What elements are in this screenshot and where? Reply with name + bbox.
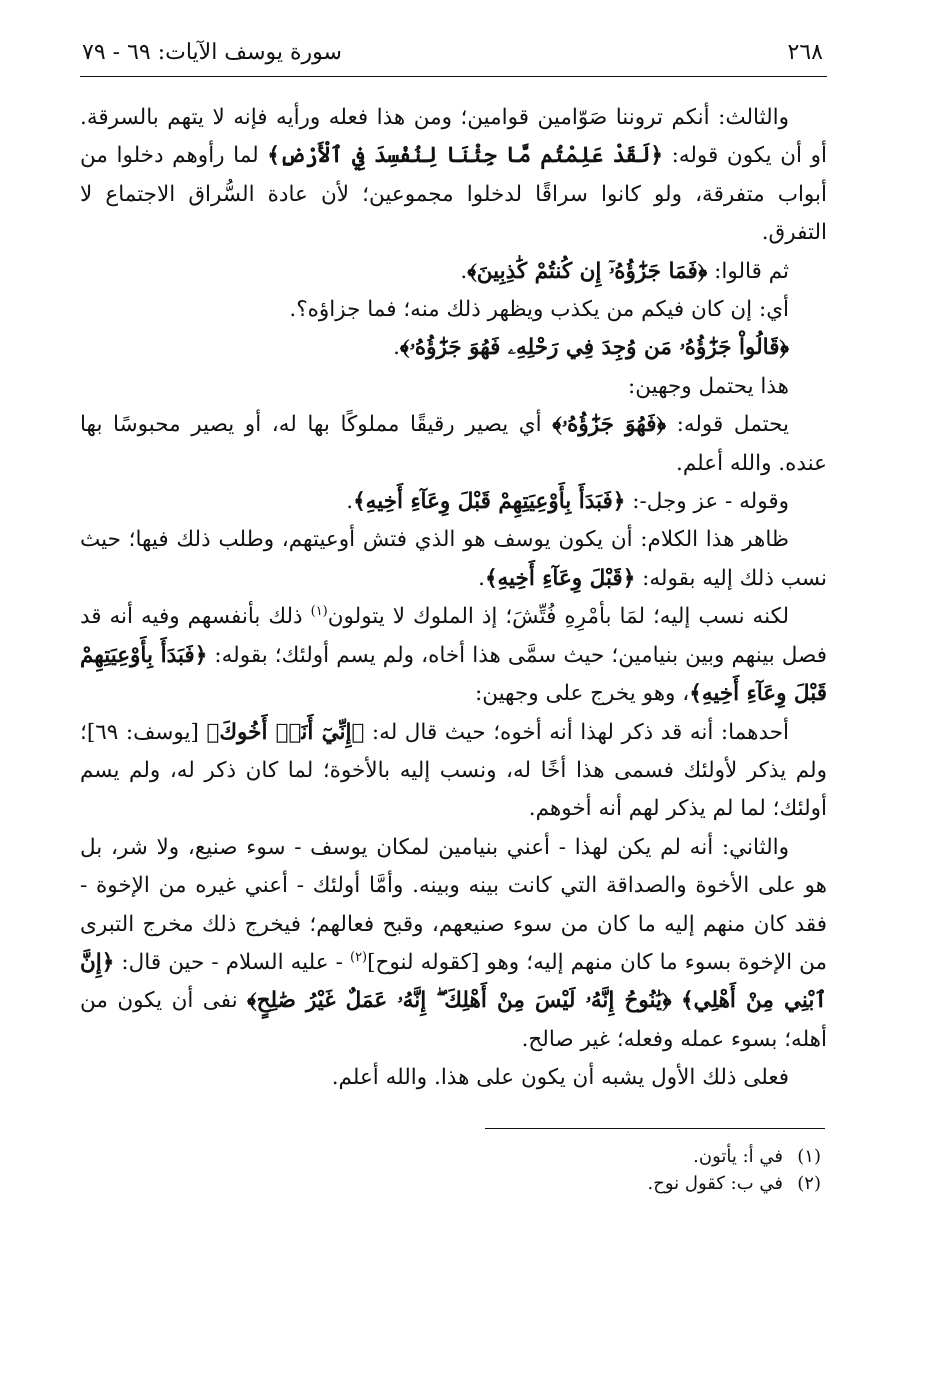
quran-quote: ﴿قَالُواْ جَزَٰٓؤُهُۥ مَن وُجِدَ فِي رَحْلِهِۦ فَهُوَ جَزَٰٓؤُهُۥ﴾ <box>399 335 789 361</box>
quran-quote: ﴿يَٰنُوحُ إِنَّهُۥ لَيْسَ مِنْ أَهْلِكَ ۖ إِنَّهُۥ عَمَلٌ غَيْرُ صَٰلِحٍ﴾ <box>247 988 672 1014</box>
quran-quote: ﴿فَبَدَأَ بِأَوْعِيَتِهِمْ قَبْلَ وِعَآءِ أَخِيهِ﴾ <box>353 489 626 515</box>
paragraph <box>80 521 827 598</box>
paragraph <box>80 253 827 291</box>
text-run <box>671 988 680 1013</box>
footnote-number: (٢) <box>797 1172 821 1194</box>
text-run: . <box>460 258 468 284</box>
quran-quote: ﴿قَبْلَ وِعَآءِ أَخِيهِ﴾ <box>484 565 636 591</box>
page-number: ٢٦٨ <box>787 40 823 65</box>
text-run: ذلك بأنفسهم وفيه أنه قد فصل بينهم وبين بنيامين؛ حيث سمَّى هذا أخاه، ولم يسم أولئك؛ بقوله: <box>80 604 827 668</box>
text-run: - عليه السلام - حين قال: <box>114 949 350 975</box>
paragraph <box>80 329 827 367</box>
text-run: أي يصير رقيقًا مملوكًا بها له، أو يصير محبوسًا بها عنده. والله أعلم. <box>80 412 827 476</box>
footnote <box>80 1143 821 1170</box>
text-run: وقوله - عز وجل-: <box>625 489 789 515</box>
book-page <box>80 38 827 1197</box>
running-title: سورة يوسف الآيات: ٦٩ - ٧٩ <box>82 40 342 65</box>
text-run: . <box>478 565 485 591</box>
text-run: يحتمل قوله: <box>666 412 789 438</box>
main-text <box>80 99 827 1098</box>
paragraph <box>80 406 827 483</box>
footnote-text: في ب: كقول نوح. <box>647 1172 783 1194</box>
text-run: ثم قالوا: <box>707 258 789 284</box>
footnote-ref: (١) <box>310 604 328 620</box>
quran-quote: ﴿فَمَا جَزَٰٓؤُهُۥٓ إِن كُنتُمْ كَٰذِبِينَ﴾ <box>467 258 708 284</box>
quran-quote: ﴿إِنِّيٓ أَنَا۠ أَخُوكَ﴾ <box>206 719 365 745</box>
quran-quote: ﴿لَقَدْ عَلِمْتُم مَّا جِئْنَا لِنُفْسِدَ فِي ٱلْأَرْضِ﴾ <box>267 143 663 169</box>
text-run: ظاهر هذا الكلام: أن يكون يوسف هو الذي فتش أوعيتهم، وطلب ذلك فيها؛ حيث نسب ذلك إليه بقوله: <box>80 527 827 591</box>
text-run: هذا يحتمل وجهين: <box>627 373 789 399</box>
text-run: والثالث: أنكم تروننا صَوّامين قوامين؛ ومن هذا فعله ورأيه فإنه لا يتهم بالسرقة. أو أن يكون قوله: <box>80 105 827 169</box>
text-run: ، وهو يخرج على وجهين: <box>474 681 690 707</box>
text-run: نفى أن يكون من أهله؛ بسوء عمله وفعله؛ غير صالح. <box>80 988 827 1052</box>
quran-quote: ﴿فَهُوَ جَزَٰٓؤُهُۥ﴾ <box>552 412 666 438</box>
footnote-separator <box>485 1128 825 1129</box>
footnotes <box>80 1143 821 1197</box>
paragraph <box>80 829 827 1059</box>
text-run: [يوسف: ٦٩]؛ ولم يذكر لأولئك فسمى هذا أخًا له، ونسب إليه بالأخوة؛ لما كان ذكر له، ولم يسم أولئك؛ لما لم يذكر لهم أنه أخوهم. <box>80 719 827 822</box>
footnote-ref: (٢) <box>349 949 368 965</box>
text-run: . <box>346 489 354 515</box>
text-run: أحدهما: أنه قد ذكر لهذا أنه أخوه؛ حيث قال له: <box>364 719 789 745</box>
paragraph <box>80 99 827 253</box>
page-header <box>80 38 827 77</box>
text-run: أي: إن كان فيكم من يكذب ويظهر ذلك منه؛ فما جزاؤه؟. <box>289 297 789 323</box>
paragraph <box>80 483 827 521</box>
paragraph <box>80 291 827 329</box>
quran-quote: ﴿فَبَدَأَ بِأَوْعِيَتِهِمْ قَبْلَ وِعَآءِ أَخِيهِ﴾ <box>80 642 827 707</box>
quran-quote: ﴿إِنَّ ٱبْنِي مِنْ أَهْلِي﴾ <box>80 949 828 1014</box>
footnote <box>80 1170 821 1197</box>
footnote-number: (١) <box>797 1145 821 1167</box>
paragraph <box>80 714 827 829</box>
text-run: . <box>393 335 400 361</box>
text-run: فعلى ذلك الأول يشبه أن يكون على هذا. والله أعلم. <box>331 1065 789 1091</box>
paragraph <box>80 368 827 406</box>
paragraph <box>80 598 827 713</box>
footnote-text: في أ: يأتون. <box>693 1145 783 1167</box>
text-run: والثاني: أنه لم يكن لهذا - أعني بنيامين لمكان يوسف - سوء صنيع، ولا شر، بل هو على الأخوة والصداقة التي كانت بينه وبينه. وأمَّا أولئك - أعني غيره من الإخوة - فقد كان منهم إليه ما كان من سوء صنيعهم، وقبح فعالهم؛ فيخرج ذلك مخرج التبرى من الإخوة بسوء ما كان منهم إليه؛ وهو [كقوله لنوح] <box>80 834 827 975</box>
text-run: لكنه نسب إليه؛ لمَا بأمْرِهِ فُتِّشَ؛ إذ الملوك لا يتولون <box>327 604 789 630</box>
paragraph <box>80 1059 827 1097</box>
text-run: لما رأوهم دخلوا من أبواب متفرقة، ولو كانوا سراقًا لدخلوا مجموعين؛ لأن عادة السُّراق الاجتماع لا التفرق. <box>80 143 827 246</box>
